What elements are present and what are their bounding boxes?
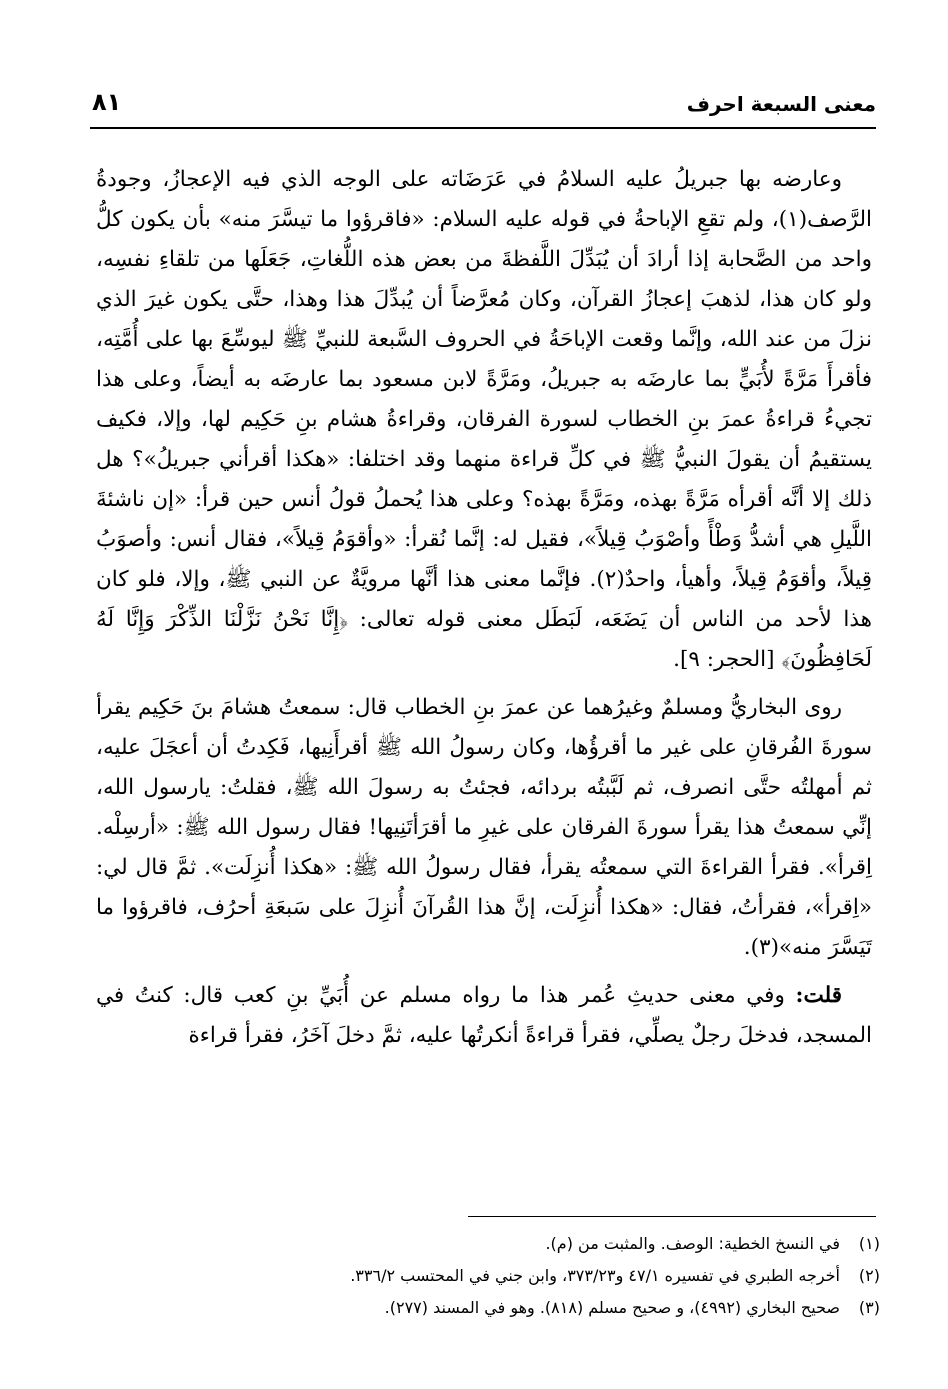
footnote-3 [96,1292,880,1324]
header-rule [90,127,876,129]
footnote-text: في النسخ الخطية: الوصف. والمثبت من (م). [545,1234,840,1253]
paragraph-3 [96,976,872,1056]
footnote-marker: (٢) [858,1266,880,1285]
page-number: ٨١ [92,88,122,116]
lead-word: قلت: [795,983,842,1008]
footnote-2 [96,1260,880,1292]
paragraph-1: وعارضه بها جبريلُ عليه السلامُ في عَرَضَاته على الوجه الذي فيه الإعجازُ، وجودةُ الرَّصف(١)، ولم تقعِ الإباحةُ في قوله عليه السلام: «فاقرؤوا ما تيسَّرَ منه» بأن يكون كلُّ واحد من الصَّحابة إذا أرادَ أن يُبَدِّلَ اللَّفظةَ من بعض هذه اللُّغاتِ، جَعَلَها من تلقاءِ نفسِه، ولو كان هذا، لذهبَ إعجازُ القرآن، وكان مُعرَّضاً أن يُبدِّلَ هذا وهذا، حتَّى يكون غيرَ الذي نزلَ من عند الله، وإنَّما وقعت الإباحَةُ في الحروف السَّبعة للنبيِّ ﷺ ليوسِّعَ بها على أُمَّتِه، فأقرأَ مَرَّةً لأُبَيٍّ بما عارضَه به جبريلُ، ومَرَّةً لابن مسعود بما عارضَه به أيضاً، وعلى هذا تجيءُ قراءةُ عمرَ بنِ الخطاب لسورة الفرقان، وقراءةُ هشام بنِ حَكِيم لها، وإلا، فكيف يستقيمُ أن يقولَ النبيُّ ﷺ في كلِّ قراءة منهما وقد اختلفا: «هكذا أقرأني جبريلُ»؟ هل ذلك إلا أنَّه أقرأه مَرَّةً بهذه، ومَرَّةً بهذه؟ وعلى هذا يُحملُ قولُ أنس حين قرأ: «إن ناشئةَ اللَّيلِ هي أشدُّ وَطْأً وأصْوَبُ قِيلاً»، فقيل له: إنَّما نُقرأ: «وأقوَمُ قِيلاً»، فقال أنس: وأصوَبُ قِيلاً، وأقوَمُ قِيلاً، وأهيأ، واحدٌ(٢). فإنَّما معنى هذا أنَّها مرويَّةٌ عن النبي ﷺ، وإلا، فلو كان هذا لأحد من الناس أن يَضَعَه، لَبَطَل معنى قوله تعالى: ﴿إِنَّا نَحْنُ نَزَّلْنَا الذِّكْرَ وَإِنَّا لَهُ لَحَافِظُونَ﴾ [الحجر: ٩]. [96,167,873,672]
footnote-rule [468,1216,876,1217]
paragraph-2: روى البخاريُّ ومسلمٌ وغيرُهما عن عمرَ بنِ الخطاب قال: سمعتُ هشامَ بنَ حَكِيم يقرأ سورةَ الفُرقانِ على غير ما أقرؤُها، وكان رسولُ الله ﷺ أقرأَنِيها، فَكِدتُ أن أعجَلَ عليه، ثم أمهلتُه حتَّى انصرف، ثم لَبَّبتُه بردائه، فجئتُ به رسولَ الله ﷺ، فقلتُ: يارسول الله، إنِّي سمعتُ هذا يقرأ سورةَ الفرقان على غيرِ ما أقرَأتَنِيها! فقال رسول الله ﷺ: «أرسِلْه. اِقرأ». فقرأ القراءةَ التي سمعتُه يقرأ، فقال رسولُ الله ﷺ: «هكذا أُنزِلَت». ثمَّ قال لي: «اِقرأ»، فقرأتُ، فقال: «هكذا أُنزِلَت، إنَّ هذا القُرآنَ أُنزِلَ على سَبعَةِ أحرُف، فاقرؤوا ما تَيَسَّرَ منه»(٣). [96,695,872,960]
paragraph-3-text: وفي معنى حديثِ عُمر هذا ما رواه مسلم عن أُبَيِّ بنِ كعب قال: كنتُ في المسجد، فدخلَ رجلٌ يصلِّي، فقرأ قراءةً أنكرتُها عليه، ثمَّ دخلَ آخَرُ، فقرأ قراءة [96,983,872,1048]
running-title: معنى السبعة احرف [686,92,876,116]
footnote-1 [96,1228,880,1260]
main-text [96,160,872,1056]
footnote-marker: (١) [858,1234,880,1253]
footnote-text: أخرجه الطبري في تفسيره ٤٧/١ و٣٧٣/٢٣، وابن جني في المحتسب ٣٣٦/٢. [350,1266,840,1285]
footnotes [96,1228,880,1324]
page-header [92,84,876,124]
footnote-text: صحيح البخاري (٤٩٩٢)، و صحيح مسلم (٨١٨). وهو في المسند (٢٧٧). [384,1298,840,1317]
footnote-marker: (٣) [858,1298,880,1317]
